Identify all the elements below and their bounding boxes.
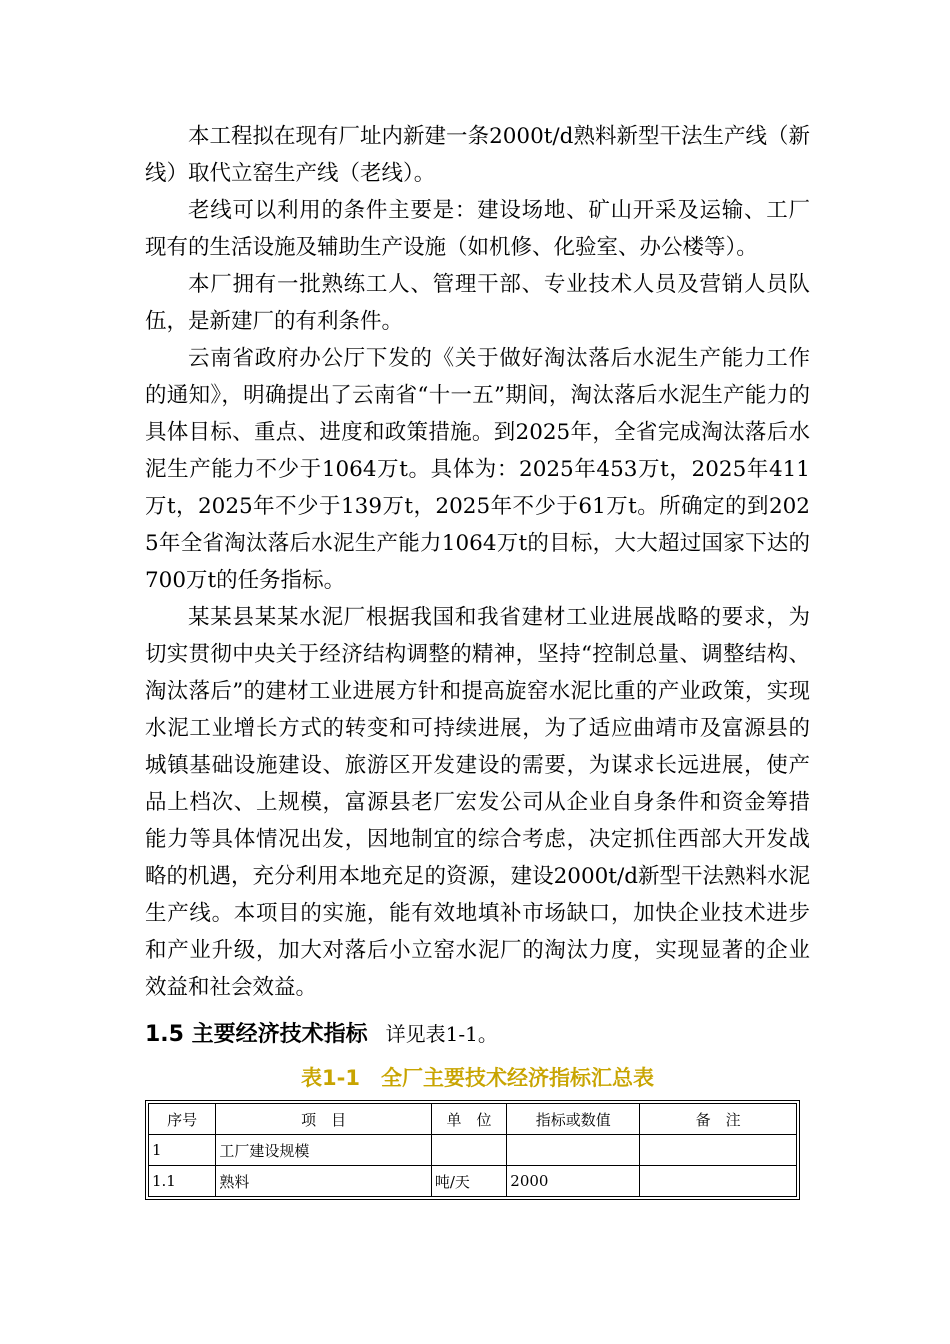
table-cell: 熟料 <box>216 1166 431 1197</box>
paragraph-4: 云南省政府办公厅下发的《关于做好淘汰落后水泥生产能力工作的通知》，明确提出了云南省“十一五”期间，淘汰落后水泥生产能力的具体目标、重点、进度和政策措施。到2025年，全省完成淘汰落后水泥生产能力不少于1064万t。具体为：2025年453万t，2025年411万t，2025年不少于139万t，2025年不少于61万t。所确定的到2025年全省淘汰落后水泥生产能力1064万t的目标，大大超过国家下达的700万t的任务指标。 <box>145 346 810 593</box>
table-frame <box>145 1100 800 1200</box>
table-row <box>149 1135 797 1166</box>
table-cell <box>431 1135 506 1166</box>
paragraph-5: 某某县某某水泥厂根据我国和我省建材工业进展战略的要求，为切实贯彻中央关于经济结构调整的精神，坚持“控制总量、调整结构、淘汰落后”的建材工业进展方针和提高旋窑水泥比重的产业政策，实现水泥工业增长方式的转变和可持续进展，为了适应曲靖市及富源县的城镇基础设施建设、旅游区开发建设的需要，为谋求长远进展，使产品上档次、上规模，富源县老厂宏发公司从企业自身条件和资金筹措能力等具体情况出发，因地制宜的综合考虑，决定抓住西部大开发战略的机遇，充分利用本地充足的资源，建设2000t/d新型干法熟料水泥生产线。本项目的实施，能有效地填补市场缺口，加快企业技术进步和产业升级，加大对落后小立窑水泥厂的淘汰力度，实现显著的企业效益和社会效益。 <box>145 605 810 1000</box>
header-cell-unit: 单 位 <box>431 1104 506 1135</box>
paragraph-2: 老线可以利用的条件主要是：建设场地、矿山开采及运输、工厂现有的生活设施及辅助生产设施（如机修、化验室、办公楼等）。 <box>145 198 810 260</box>
paragraph-1: 本工程拟在现有厂址内新建一条2000t/d熟料新型干法生产线（新线）取代立窑生产线（老线）。 <box>145 124 810 186</box>
header-cell-value: 指标或数值 <box>507 1104 640 1135</box>
section-note: 详见表1-1。 <box>385 1022 498 1046</box>
table-cell <box>640 1166 797 1197</box>
table-cell <box>507 1135 640 1166</box>
table-row <box>149 1166 797 1197</box>
table-cell <box>640 1135 797 1166</box>
document-page <box>145 118 810 1200</box>
table-cell: 1 <box>149 1135 216 1166</box>
section-heading <box>145 1016 810 1052</box>
paragraph-3: 本厂拥有一批熟练工人、管理干部、专业技术人员及营销人员队伍，是新建厂的有利条件。 <box>145 272 810 334</box>
section-title: 1.5 主要经济技术指标 <box>145 1022 368 1047</box>
header-cell-index: 序号 <box>149 1104 216 1135</box>
table-caption: 表1-1 全厂主要技术经济指标汇总表 <box>301 1066 654 1090</box>
header-cell-item: 项 目 <box>216 1104 431 1135</box>
table-cell: 1.1 <box>149 1166 216 1197</box>
header-cell-remark: 备 注 <box>640 1104 797 1135</box>
table-cell: 吨/天 <box>431 1166 506 1197</box>
table-header-row <box>149 1104 797 1135</box>
indicator-table <box>148 1103 797 1197</box>
table-cell: 2000 <box>507 1166 640 1197</box>
table-cell: 工厂建设规模 <box>216 1135 431 1166</box>
